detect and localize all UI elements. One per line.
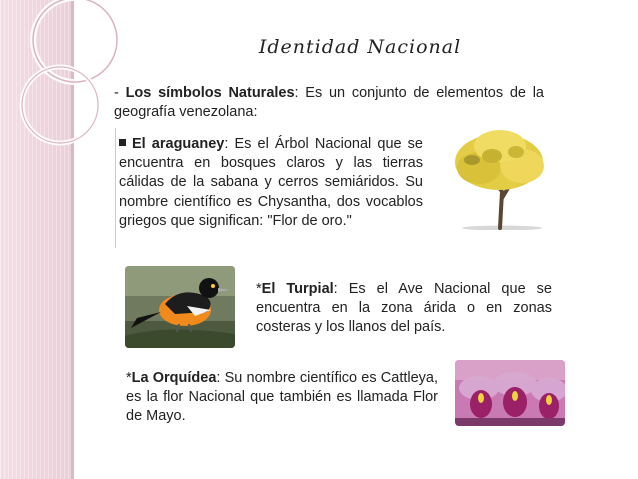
- intro-paragraph: [114, 84, 544, 122]
- intro-prefix: -: [114, 85, 126, 101]
- intro-text: : Es un conjunto de elementos de la geografía venezolana:: [114, 85, 544, 120]
- araguaney-tree-image: [444, 120, 554, 230]
- turpial-heading: El Turpial: [261, 281, 334, 297]
- turpial-text: : Es el Ave Nacional que se encuentra en la zona árida o en zonas costeras y los llanos del país.: [256, 281, 552, 336]
- turpial-paragraph: [256, 280, 552, 338]
- turpial-bird-image: [125, 266, 235, 348]
- orquidea-heading: La Orquídea: [131, 370, 217, 386]
- orquidea-prefix: *: [126, 370, 132, 386]
- orquidea-text: : Su nombre científico es Cattleya, es la flor Nacional que también es llamada Flor de Mayo.: [126, 370, 439, 425]
- orquidea-paragraph: [126, 369, 438, 427]
- page-title: Identidad Nacional: [258, 36, 462, 58]
- bullet-square-icon: [119, 139, 126, 146]
- araguaney-text: : Es el Árbol Nacional que se encuentra en bosques claros y las tierras cálidas de la sabana y cerros semiáridos. Su nombre científico es Chysantha, dos vocablos griegos que significan: "Flor de oro.": [119, 136, 423, 229]
- turpial-prefix: *: [256, 281, 262, 297]
- araguaney-heading: El araguaney: [132, 136, 225, 152]
- orchid-flower-image: [455, 360, 565, 426]
- intro-heading: Los símbolos Naturales: [125, 85, 295, 101]
- araguaney-paragraph: [119, 135, 423, 231]
